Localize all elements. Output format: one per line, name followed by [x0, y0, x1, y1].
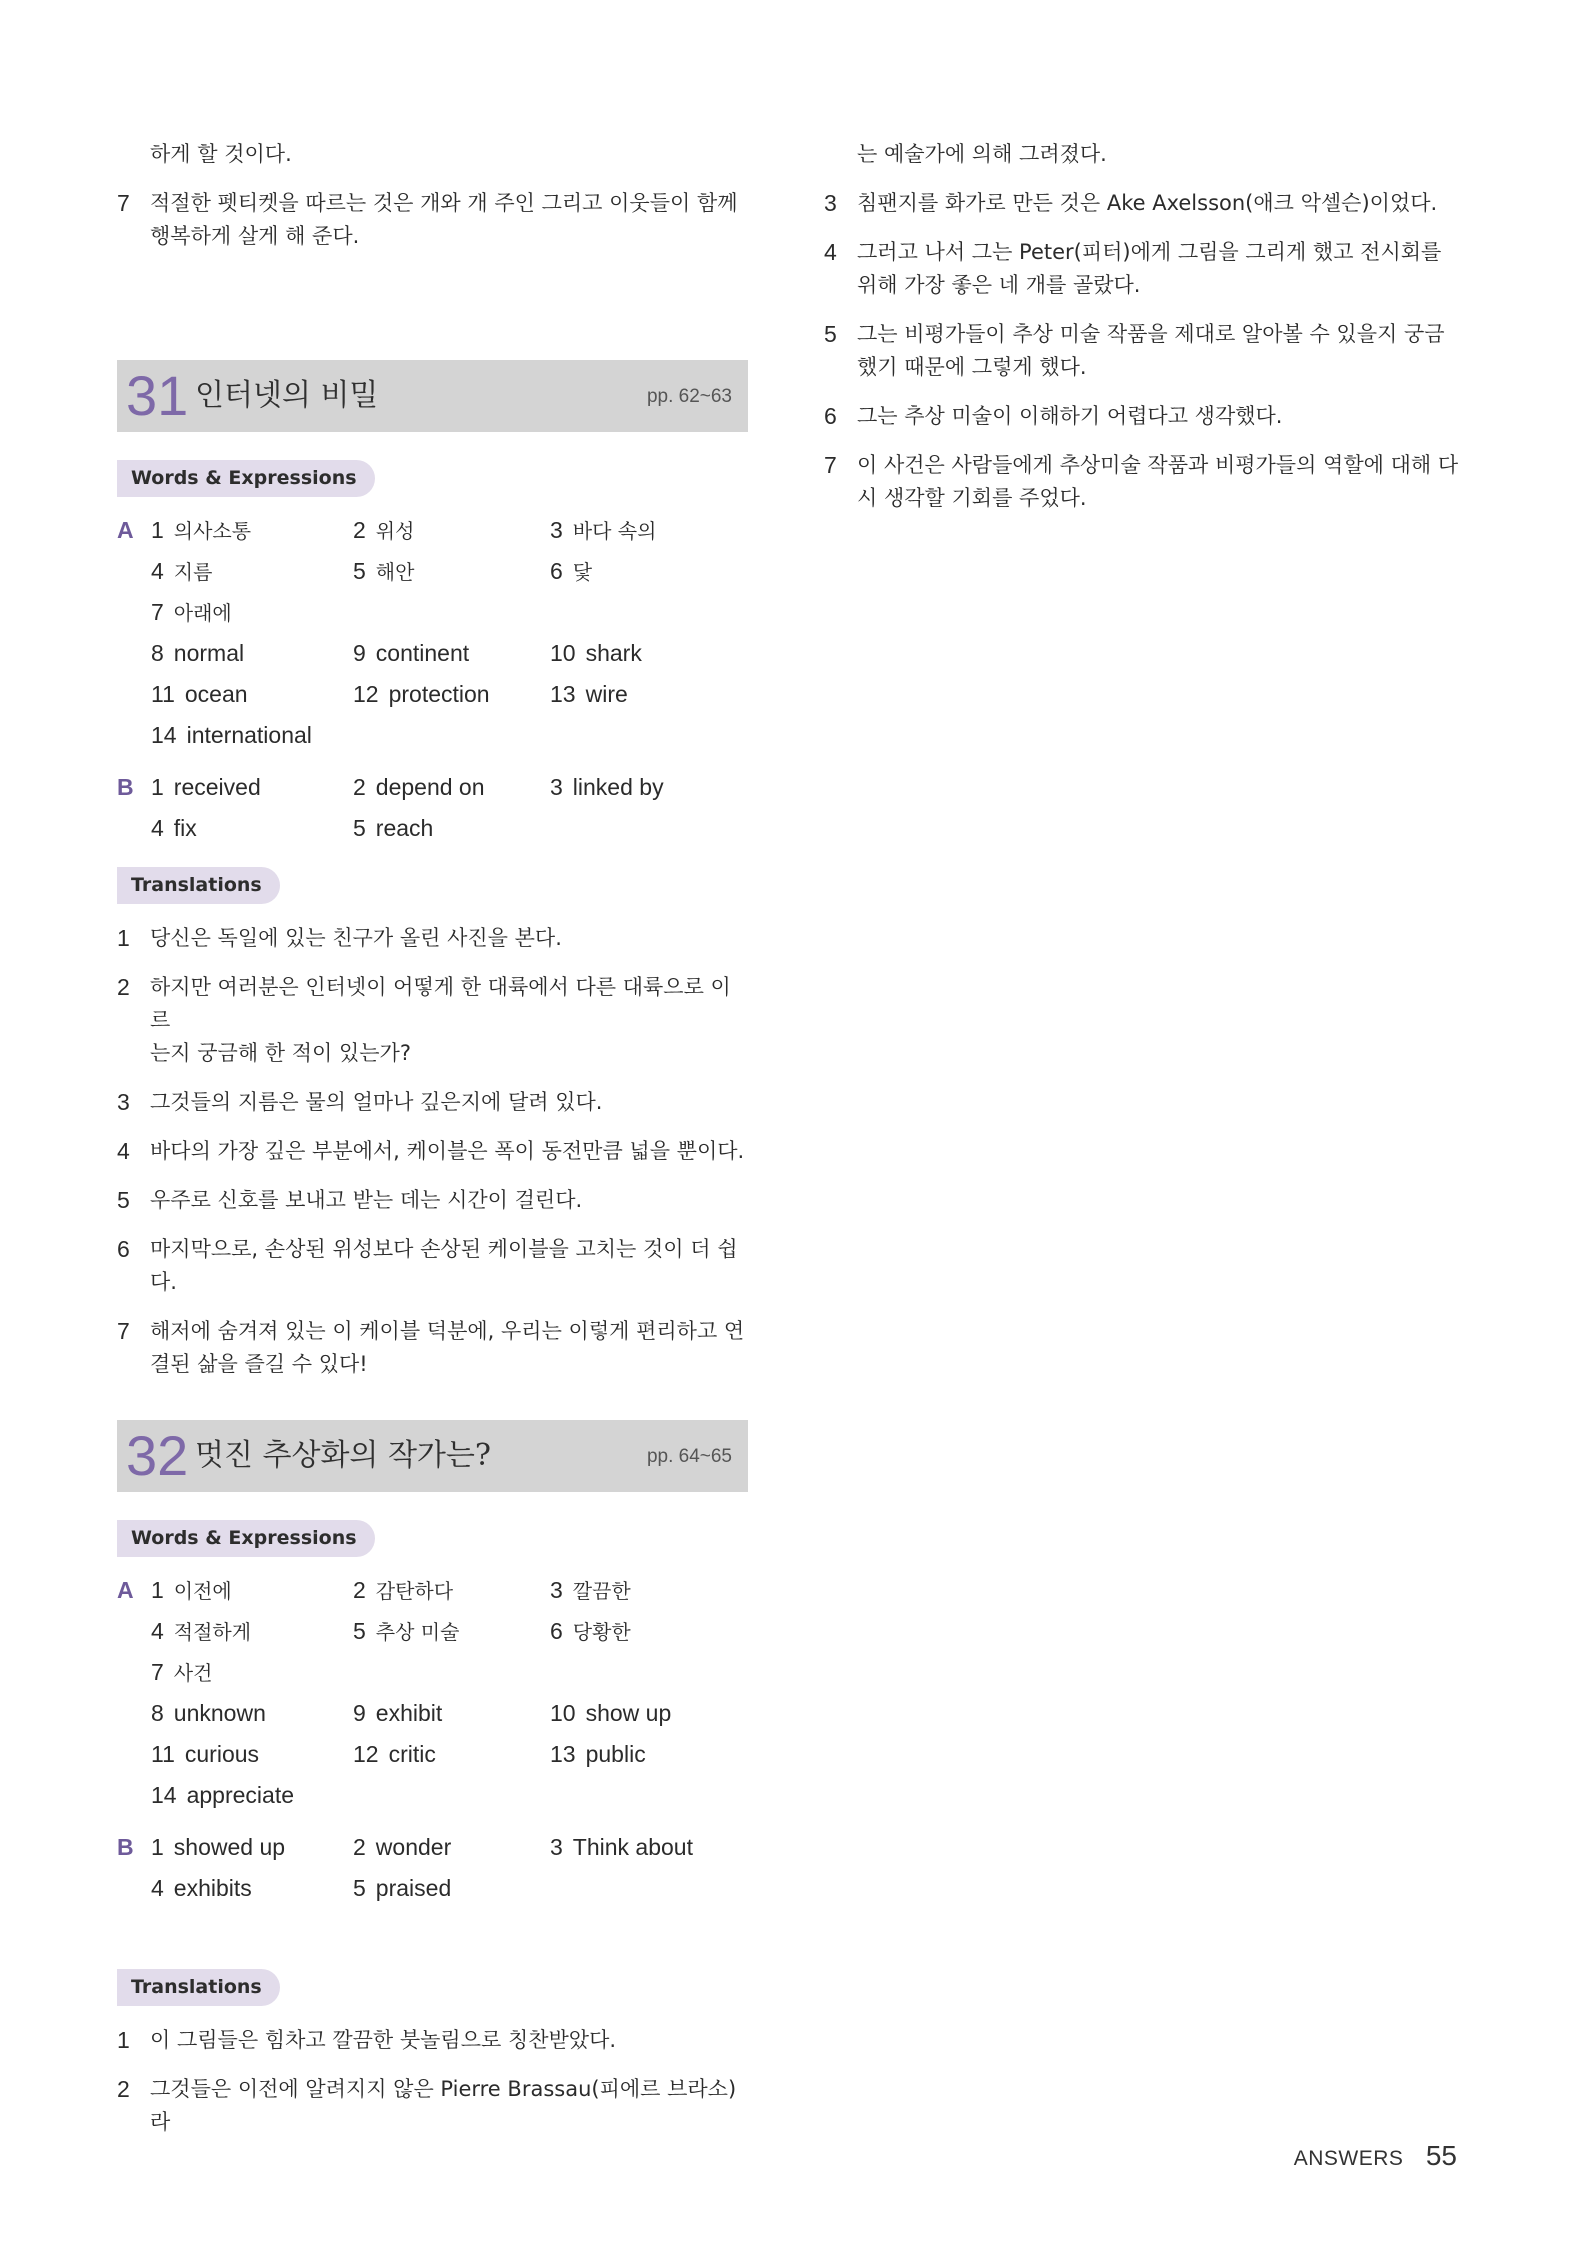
word-number: 7 — [151, 599, 164, 625]
item-number: 6 — [117, 1236, 130, 1262]
list-item — [824, 318, 1464, 384]
item-line: 그러고 나서 그는 Peter(피터)에게 그림을 그리게 했고 전시회를 — [857, 240, 1442, 264]
word-cell — [550, 767, 664, 808]
item-number: 1 — [117, 925, 130, 951]
word-number: 2 — [353, 1834, 366, 1860]
word-number: 8 — [151, 1700, 164, 1726]
item-line: 해저에 숨겨져 있는 이 케이블 덕분에, 우리는 이렇게 편리하고 연 — [150, 1319, 745, 1343]
words-expressions-label: Words & Expressions — [117, 460, 375, 497]
word-number: 4 — [151, 815, 164, 841]
word-row — [117, 1868, 737, 1909]
word-cell — [353, 1868, 451, 1909]
word-row — [117, 633, 737, 674]
word-text: praised — [375, 1875, 452, 1901]
word-number: 4 — [151, 1875, 164, 1901]
word-cell — [151, 633, 244, 674]
word-cell — [151, 1611, 251, 1653]
word-cell — [353, 633, 469, 674]
word-cell — [151, 674, 248, 715]
list-item — [824, 236, 1464, 302]
word-number: 1 — [151, 1834, 164, 1860]
item-line: 는지 궁금해 한 적이 있는가? — [150, 1041, 411, 1065]
list-item — [117, 1086, 747, 1119]
word-cell — [353, 1611, 459, 1653]
word-text: international — [186, 722, 312, 748]
word-number: 12 — [353, 1741, 379, 1767]
word-text: appreciate — [186, 1782, 295, 1808]
word-cell — [151, 1827, 285, 1868]
word-cell — [151, 1734, 259, 1775]
item-number: 3 — [117, 1089, 130, 1115]
word-number: 1 — [151, 774, 164, 800]
word-text: critic — [388, 1741, 436, 1767]
word-cell — [151, 1693, 266, 1734]
item-line: 그것들은 이전에 알려지지 않은 Pierre Brassau(피에르 브라소)라 — [150, 2077, 737, 2134]
word-cell — [550, 1693, 671, 1734]
word-cell — [550, 674, 628, 715]
word-row — [117, 592, 737, 633]
word-text: showed up — [173, 1834, 286, 1860]
item-line: 침팬지를 화가로 만든 것은 Ake Axelsson(애크 악셀슨)이었다. — [857, 191, 1438, 215]
item-number: 2 — [117, 2076, 130, 2102]
item-number: 2 — [117, 974, 130, 1000]
section-number: 31 — [126, 364, 189, 427]
words-expressions-label: Words & Expressions — [117, 1520, 375, 1557]
word-number: 2 — [353, 517, 366, 543]
word-number: 13 — [550, 1741, 576, 1767]
item-line: 그것들의 지름은 물의 얼마나 깊은지에 달려 있다. — [150, 1090, 603, 1114]
word-row — [117, 674, 737, 715]
word-cell — [151, 808, 197, 849]
exercise-letter: B — [117, 1834, 134, 1860]
continuation-text: 는 예술가에 의해 그려졌다. — [857, 142, 1107, 166]
item-number: 7 — [824, 452, 837, 478]
continuation-text: 하게 할 것이다. — [150, 142, 292, 166]
word-text: 적절하게 — [173, 1620, 252, 1644]
item-number: 7 — [117, 1318, 130, 1344]
word-number: 7 — [151, 1659, 164, 1685]
word-number: 11 — [151, 681, 175, 707]
word-number: 3 — [550, 517, 563, 543]
word-number: 5 — [353, 1875, 366, 1901]
word-text: unknown — [173, 1700, 266, 1726]
word-cell — [353, 808, 433, 849]
word-cell — [353, 1693, 442, 1734]
exercise-letter: A — [117, 1577, 134, 1603]
section-pages: pp. 62~63 — [646, 386, 732, 407]
word-cell — [353, 767, 485, 808]
word-text: 위성 — [375, 519, 415, 543]
section-title: 멋진 추상화의 작가는? — [195, 1438, 491, 1473]
section-title: 인터넷의 비밀 — [195, 378, 379, 413]
item-line: 위해 가장 좋은 네 개를 골랐다. — [857, 273, 1141, 297]
list-item — [117, 1233, 747, 1299]
word-row — [117, 715, 737, 756]
word-number: 14 — [151, 1782, 177, 1808]
word-number: 10 — [550, 1700, 576, 1726]
word-number: 2 — [353, 774, 366, 800]
section-header-31 — [117, 360, 748, 432]
item-line: 행복하게 살게 해 준다. — [150, 224, 360, 248]
translations-label: Translations — [117, 1969, 280, 2006]
list-item — [824, 400, 1464, 433]
word-cell — [151, 510, 251, 552]
word-text: 바다 속의 — [572, 519, 657, 543]
list-item — [117, 971, 747, 1070]
word-text: shark — [585, 640, 642, 666]
word-number: 1 — [151, 1577, 164, 1603]
word-number: 3 — [550, 1834, 563, 1860]
word-text: 아래에 — [173, 601, 232, 625]
word-number: 4 — [151, 558, 164, 584]
list-item — [824, 449, 1464, 515]
word-number: 2 — [353, 1577, 366, 1603]
word-text: exhibit — [375, 1700, 443, 1726]
list-item — [117, 922, 747, 955]
word-text: show up — [585, 1700, 672, 1726]
item-line: 당신은 독일에 있는 친구가 올린 사진을 본다. — [150, 926, 562, 950]
page-number: 55 — [1425, 2140, 1457, 2171]
word-cell — [151, 1652, 212, 1694]
word-text: 의사소통 — [173, 519, 252, 543]
word-number: 11 — [151, 1741, 175, 1767]
right-column — [824, 138, 1464, 515]
section-number: 32 — [126, 1424, 189, 1487]
word-number: 4 — [151, 1618, 164, 1644]
word-row — [117, 1775, 737, 1816]
exercise-letter: A — [117, 517, 134, 543]
word-text: wire — [585, 681, 628, 707]
word-cell — [151, 551, 212, 593]
item-line: 하지만 여러분은 인터넷이 어떻게 한 대륙에서 다른 대륙으로 이르 — [150, 975, 731, 1032]
word-text: 추상 미술 — [375, 1620, 460, 1644]
word-text: 지름 — [173, 560, 213, 584]
word-cell — [151, 1868, 252, 1909]
word-number: 12 — [353, 681, 379, 707]
list-item — [117, 1315, 747, 1381]
word-cell — [550, 551, 592, 593]
list-item — [117, 187, 747, 253]
left-top-block — [117, 138, 747, 253]
word-cell — [151, 1775, 294, 1816]
translations-31 — [117, 922, 747, 1381]
word-row — [117, 1693, 737, 1734]
word-number: 1 — [151, 517, 164, 543]
item-line: 이 그림들은 힘차고 깔끔한 붓놀림으로 칭찬받았다. — [150, 2028, 617, 2052]
word-text: linked by — [572, 774, 664, 800]
word-text: 깔끔한 — [572, 1579, 631, 1603]
word-text: depend on — [375, 774, 485, 800]
word-row — [117, 551, 737, 592]
item-number: 6 — [824, 403, 837, 429]
word-number: 3 — [550, 1577, 563, 1603]
translations-32 — [117, 2024, 747, 2139]
word-row — [117, 767, 737, 808]
word-text: curious — [184, 1741, 260, 1767]
word-number: 10 — [550, 640, 576, 666]
item-line: 시 생각할 기회를 주었다. — [857, 486, 1087, 510]
word-cell — [353, 551, 414, 593]
word-text: normal — [173, 640, 245, 666]
word-cell — [550, 1827, 693, 1868]
list-item — [824, 187, 1464, 220]
word-cell — [151, 767, 261, 808]
word-text: reach — [375, 815, 434, 841]
word-text: fix — [173, 815, 197, 841]
footer-label: ANSWERS — [1293, 2147, 1404, 2170]
item-line: 결된 삶을 즐길 수 있다! — [150, 1352, 368, 1376]
section-pages: pp. 64~65 — [646, 1446, 732, 1467]
item-line: 마지막으로, 손상된 위성보다 손상된 케이블을 고치는 것이 더 쉽다. — [150, 1237, 738, 1294]
item-number: 3 — [824, 190, 837, 216]
word-text: Think about — [572, 1834, 693, 1860]
list-item — [117, 1184, 747, 1217]
word-text: ocean — [184, 681, 248, 707]
word-cell — [151, 715, 312, 756]
word-cell — [353, 1734, 436, 1775]
word-cell — [353, 510, 414, 552]
word-text: 당황한 — [572, 1620, 631, 1644]
item-number: 1 — [117, 2027, 130, 2053]
section-header-32 — [117, 1420, 748, 1492]
word-number: 5 — [353, 815, 366, 841]
word-number: 3 — [550, 774, 563, 800]
word-cell — [353, 1827, 451, 1868]
word-cell — [353, 674, 490, 715]
item-line: 우주로 신호를 보내고 받는 데는 시간이 걸린다. — [150, 1188, 583, 1212]
word-number: 5 — [353, 558, 366, 584]
item-number: 5 — [117, 1187, 130, 1213]
word-number: 8 — [151, 640, 164, 666]
item-number: 4 — [117, 1138, 130, 1164]
word-text: protection — [388, 681, 490, 707]
word-text: continent — [375, 640, 470, 666]
word-cell — [353, 1570, 453, 1612]
word-cell — [550, 633, 642, 674]
word-text: 이전에 — [173, 1579, 232, 1603]
word-text: 감탄하다 — [375, 1579, 454, 1603]
words-grid-32 — [117, 1570, 737, 1909]
word-number: 6 — [550, 558, 563, 584]
item-line: 이 사건은 사람들에게 추상미술 작품과 비평가들의 역할에 대해 다 — [857, 453, 1459, 477]
word-row — [117, 1652, 737, 1693]
word-text: wonder — [375, 1834, 452, 1860]
item-number: 7 — [117, 190, 130, 216]
word-cell — [550, 510, 656, 552]
item-line: 그는 비평가들이 추상 미술 작품을 제대로 알아볼 수 있을지 궁금 — [857, 322, 1445, 346]
word-text: 사건 — [173, 1661, 213, 1685]
word-text: 닻 — [572, 560, 593, 584]
list-item — [117, 2024, 747, 2057]
exercise-letter: B — [117, 774, 134, 800]
word-number: 9 — [353, 1700, 366, 1726]
word-number: 9 — [353, 640, 366, 666]
item-number: 4 — [824, 239, 837, 265]
translations-label: Translations — [117, 867, 280, 904]
word-row — [117, 808, 737, 849]
word-row — [117, 1734, 737, 1775]
item-line: 그는 추상 미술이 이해하기 어렵다고 생각했다. — [857, 404, 1283, 428]
word-row — [117, 510, 737, 551]
list-item — [117, 2073, 747, 2139]
word-text: exhibits — [173, 1875, 252, 1901]
word-number: 13 — [550, 681, 576, 707]
page-footer — [1294, 2140, 1457, 2172]
word-cell — [550, 1734, 646, 1775]
word-number: 14 — [151, 722, 177, 748]
item-line: 바다의 가장 깊은 부분에서, 케이블은 폭이 동전만큼 넓을 뿐이다. — [150, 1139, 745, 1163]
words-grid-31 — [117, 510, 737, 849]
word-number: 6 — [550, 1618, 563, 1644]
word-number: 5 — [353, 1618, 366, 1644]
item-number: 5 — [824, 321, 837, 347]
word-cell — [151, 592, 232, 634]
word-row — [117, 1570, 737, 1611]
word-text: public — [585, 1741, 646, 1767]
item-line: 했기 때문에 그렇게 했다. — [857, 355, 1087, 379]
word-text: 해안 — [375, 560, 415, 584]
word-cell — [151, 1570, 232, 1612]
item-line: 적절한 펫티켓을 따르는 것은 개와 개 주인 그리고 이웃들이 함께 — [150, 191, 738, 215]
word-cell — [550, 1611, 631, 1653]
word-cell — [550, 1570, 631, 1612]
list-item — [117, 1135, 747, 1168]
word-row — [117, 1827, 737, 1868]
word-row — [117, 1611, 737, 1652]
word-text: received — [173, 774, 261, 800]
